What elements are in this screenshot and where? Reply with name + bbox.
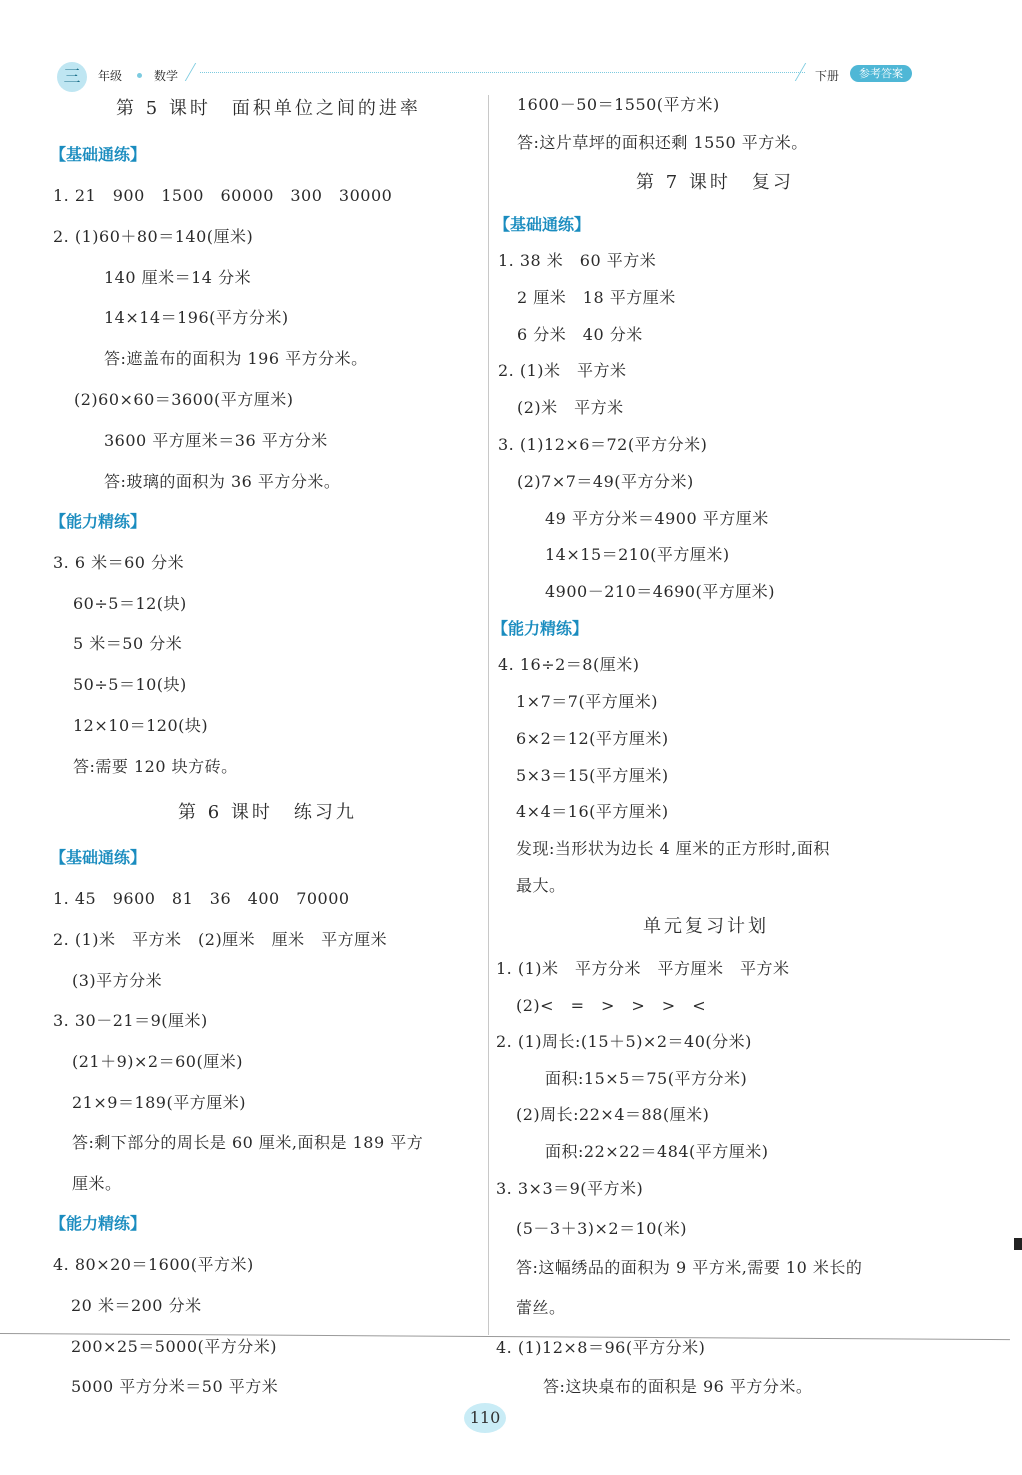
answer-line: (2)60×60＝3600(平方厘米) [74, 390, 294, 409]
subject-label: 数学 [154, 69, 179, 83]
answer-line: 2. (1)60＋80＝140(厘米) [53, 227, 254, 246]
answer-line: 答:玻璃的面积为 36 平方分米。 [104, 472, 341, 491]
answer-line: 1. 21 900 1500 60000 300 30000 [53, 186, 393, 205]
edge-mark [1014, 1238, 1022, 1250]
answer-line: 答:这片草坪的面积还剩 1550 平方米。 [517, 133, 808, 152]
answer-line: 4. 16÷2＝8(厘米) [498, 655, 640, 674]
answer-line: 2 厘米 18 平方厘米 [517, 288, 676, 307]
section-heading: 【能力精练】 [50, 512, 147, 531]
answer-line: 4. 80×20＝1600(平方米) [53, 1255, 254, 1274]
page-number: 110 [464, 1403, 506, 1433]
answer-line: 50÷5＝10(块) [73, 675, 187, 694]
answer-line: 答:这幅绣品的面积为 9 平方米,需要 10 米长的 [516, 1258, 863, 1277]
answer-line: (2)周长:22×4＝88(厘米) [516, 1105, 710, 1124]
lesson-title: 第 7 课时 复习 [636, 172, 794, 193]
answer-line: 14×15＝210(平方厘米) [545, 545, 730, 564]
answer-line: 1. 45 9600 81 36 400 70000 [53, 889, 350, 908]
section-heading: 【基础通练】 [494, 215, 591, 234]
answer-line: 20 米＝200 分米 [71, 1296, 202, 1315]
header-dot-icon [137, 73, 142, 78]
column-divider [488, 95, 489, 1335]
volume-label: 下册 [815, 69, 840, 83]
section-heading: 【基础通练】 [50, 145, 147, 164]
answer-key-badge: 参考答案 [850, 65, 912, 82]
lesson-title: 单元复习计划 [643, 916, 769, 937]
answer-line: 5×3＝15(平方厘米) [516, 766, 669, 785]
section-heading: 【能力精练】 [50, 1214, 147, 1233]
answer-line: (2)米 平方米 [517, 398, 624, 417]
answer-line: 3. 6 米＝60 分米 [53, 553, 185, 572]
answer-line: 1. (1)米 平方分米 平方厘米 平方米 [496, 959, 790, 978]
answer-line: 4900－210＝4690(平方厘米) [545, 582, 775, 601]
answer-line: 蕾丝。 [516, 1298, 566, 1317]
answer-line: (3)平方分米 [72, 971, 163, 990]
answer-line: 1. 38 米 60 平方米 [498, 251, 657, 270]
answer-line: (2)< = > > > < [516, 996, 707, 1015]
answer-line: 49 平方分米＝4900 平方厘米 [545, 509, 769, 528]
answer-line: 5 米＝50 分米 [73, 634, 183, 653]
answer-line: 4. (1)12×8＝96(平方分米) [496, 1338, 706, 1357]
answer-line: 200×25＝5000(平方分米) [71, 1337, 278, 1356]
answer-line: 4×4＝16(平方厘米) [516, 802, 669, 821]
answer-line: 2. (1)周长:(15＋5)×2＝40(分米) [496, 1032, 752, 1051]
answer-line: 2. (1)米 平方米 [498, 361, 627, 380]
answer-line: 厘米。 [72, 1174, 122, 1193]
answer-line: 面积:15×5＝75(平方分米) [545, 1069, 748, 1088]
grade-badge: 三 [57, 62, 87, 92]
lesson-title: 第 5 课时 面积单位之间的进率 [116, 98, 421, 119]
answer-line: 2. (1)米 平方米 (2)厘米 厘米 平方厘米 [53, 930, 388, 949]
answer-line: 140 厘米＝14 分米 [104, 268, 252, 287]
answer-line: (21＋9)×2＝60(厘米) [72, 1052, 243, 1071]
answer-line: 答:剩下部分的周长是 60 厘米,面积是 189 平方 [72, 1133, 424, 1152]
answer-line: 发现:当形状为边长 4 厘米的正方形时,面积 [516, 839, 830, 858]
section-heading: 【基础通练】 [50, 848, 147, 867]
answer-line: 6 分米 40 分米 [517, 325, 643, 344]
section-heading: 【能力精练】 [492, 619, 589, 638]
answer-line: 6×2＝12(平方厘米) [516, 729, 669, 748]
answer-line: 5000 平方分米＝50 平方米 [71, 1377, 279, 1396]
page-header [0, 0, 1022, 100]
answer-line: 21×9＝189(平方厘米) [72, 1093, 246, 1112]
answer-line: 3600 平方厘米＝36 平方分米 [104, 431, 328, 450]
answer-line: 60÷5＝12(块) [73, 594, 187, 613]
answer-line: 14×14＝196(平方分米) [104, 308, 289, 327]
lesson-title: 第 6 课时 练习九 [178, 802, 357, 823]
answer-line: 3. 30－21＝9(厘米) [53, 1011, 208, 1030]
answer-line: 答:需要 120 块方砖。 [73, 757, 238, 776]
answer-line: (2)7×7＝49(平方分米) [517, 472, 694, 491]
answer-line: 3. 3×3＝9(平方米) [496, 1179, 644, 1198]
header-dotted-line [200, 72, 805, 73]
answer-line: (5－3＋3)×2＝10(米) [516, 1219, 687, 1238]
answer-line: 答:这块桌布的面积是 96 平方分米。 [543, 1377, 813, 1396]
answer-line: 1×7＝7(平方厘米) [516, 692, 658, 711]
answer-line: 3. (1)12×6＝72(平方分米) [498, 435, 708, 454]
answer-line: 答:遮盖布的面积为 196 平方分米。 [104, 349, 368, 368]
answer-line: 1600－50＝1550(平方米) [517, 95, 720, 114]
answer-line: 面积:22×22＝484(平方厘米) [545, 1142, 769, 1161]
answer-line: 最大。 [516, 876, 566, 895]
grade-label: 年级 [98, 69, 123, 83]
answer-line: 12×10＝120(块) [73, 716, 209, 735]
